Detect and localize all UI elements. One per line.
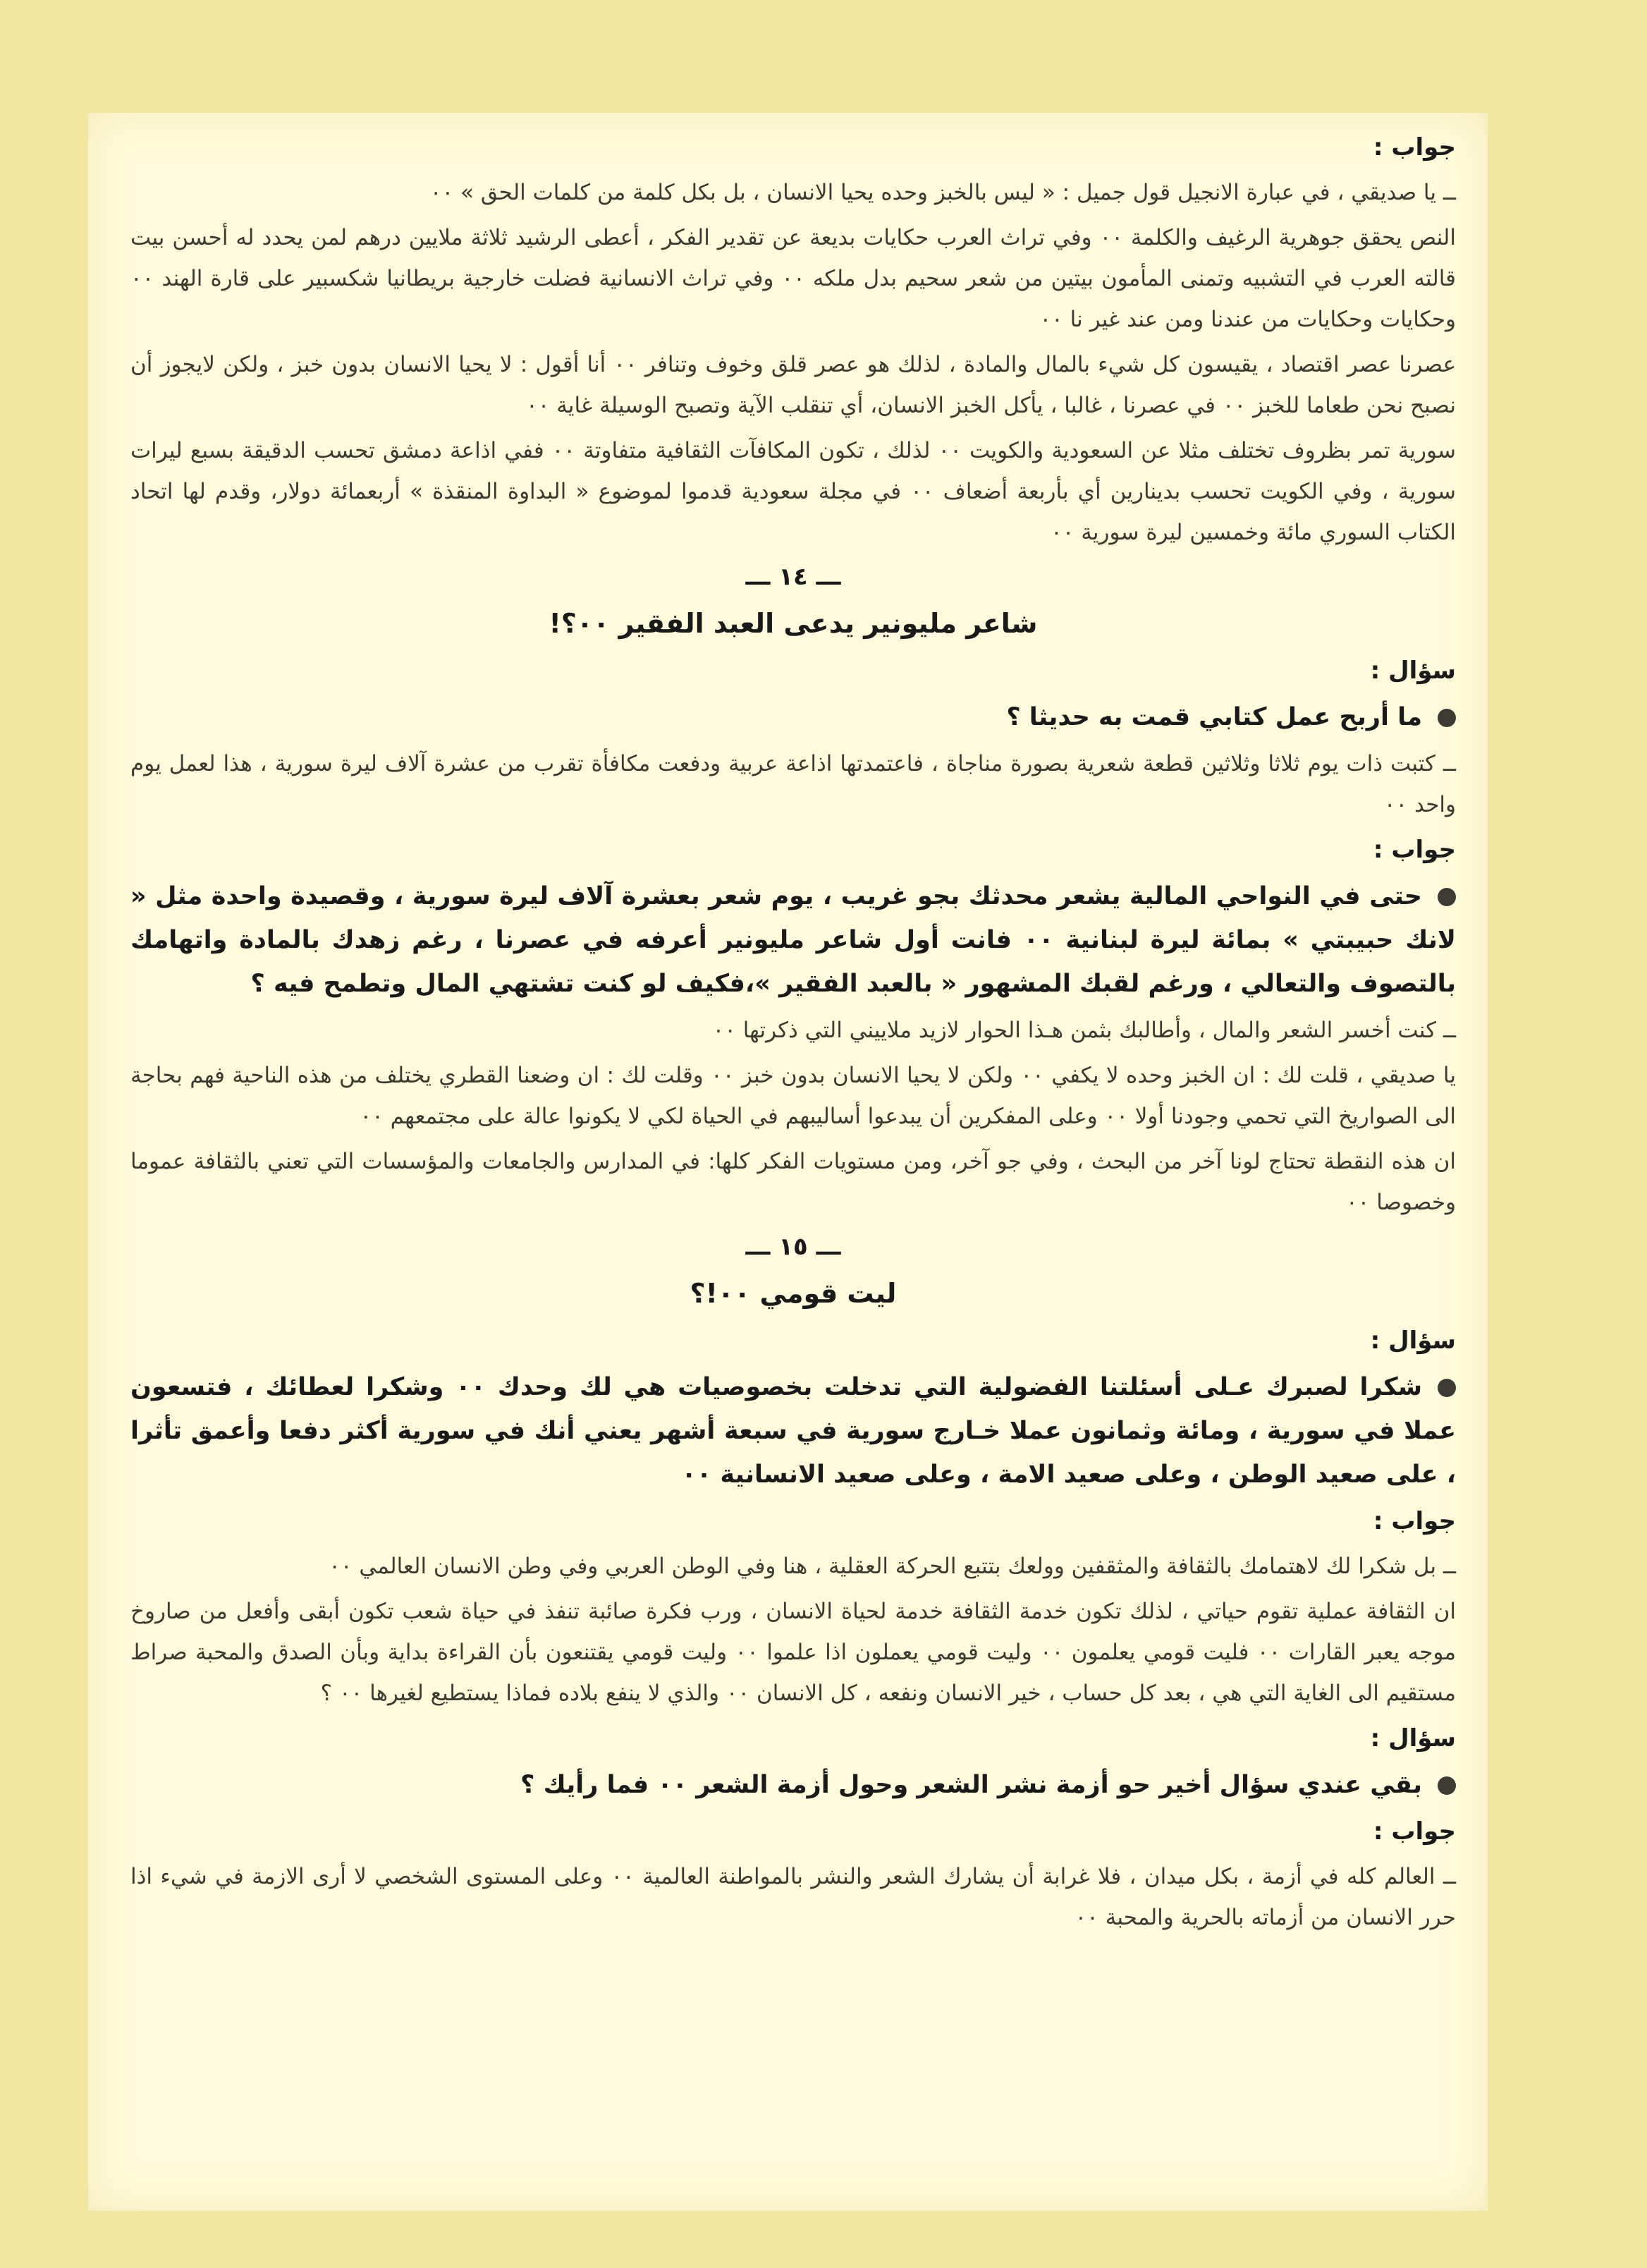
qa-label: جواب : [1373,836,1456,864]
paragraph: ــ يا صديقي ، في عبارة الانجيل قول جميل : « ليس بالخبز وحده يحيا الانسان ، بل بكل كلمة من كلمات الحق » ٠٠ [429,180,1456,205]
qa-label: سؤال : [1370,657,1456,685]
paragraph: ــ بل شكرا لك لاهتمامك بالثقافة والمثقفين وولعك بتتبع الحركة العقلية ، هنا وفي الوطن العربي وفي وطن الانسان العالمي ٠٠ [329,1554,1456,1579]
qa-label: جواب : [1373,133,1456,161]
page-sheet [88,113,1488,2211]
qa-label: جواب : [1373,1507,1456,1535]
article-body [130,127,1456,1942]
question-label: شكرا لصبرك عـلى أسئلتنا الفضولية التي تدخلت بخصوصيات هي لك وحدك ٠٠ وشكرا لعطائك ، فتسعون عملا في سورية ، ومائة وثمانون عملا خـارج سورية في سبعة أشهر يعني أنك في سورية أكثر دفعا وأعمق تأثرا ، على صعيد الوطن ، وعلى صعيد الامة ، وعلى صعيد الانسانية ٠٠ [130,1373,1456,1489]
paragraph: ــ كنت أخسر الشعر والمال ، وأطالبك بثمن هـذا الحوار لازيد ملاييني التي ذكرتها ٠٠ [712,1018,1456,1043]
bullet-icon [1438,709,1456,727]
question-text [130,1763,1456,1807]
question-label: حتى في النواحي المالية يشعر محدثك بجو غريب ، يوم شعر بعشرة آلاف ليرة سورية ، وقصيدة واحدة مثل « لانك حبيبتي » بمائة ليرة لبنانية ٠٠ فانت أول شاعر مليونير أعرفه في عصرنا ، رغم زهدك بالمادة واتهامك بالتصوف والتعالي ، ورغم لقبك المشهور « بالعبد الفقير »،فكيف لو كنت تشتهي المال وتطمح فيه ؟ [130,882,1456,998]
paragraph: ان هذه النقطة تحتاج لونا آخر من البحث ، وفي جو آخر، ومن مستويات الفكر كلها: في المدارس والجامعات والمؤسسات التي تعني بالثقافة عموما وخصوصا ٠٠ [130,1149,1456,1215]
section-number: ـــ ١٤ ـــ [745,563,841,591]
section-title: شاعر مليونير يدعى العبد الفقير ٠٠؟! [549,608,1038,639]
question-label: ما أربح عمل كتابي قمت به حديثا ؟ [1006,703,1422,731]
bullet-icon [1438,1379,1456,1397]
section-title: ليت قومي ٠٠!؟ [690,1278,897,1309]
question-label: بقي عندي سؤال أخير حو أزمة نشر الشعر وحول أزمة الشعر ٠٠ فما رأيك ؟ [520,1771,1422,1799]
bullet-icon [1438,1776,1456,1795]
qa-label: سؤال : [1370,1724,1456,1752]
question-text [130,874,1456,1006]
bullet-icon [1438,888,1456,906]
paragraph: يا صديقي ، قلت لك : ان الخبز وحده لا يكفي ٠٠ ولكن لا يحيا الانسان بدون خبز ٠٠ وقلت لك : ان وضعنا القطري يختلف من هذه الناحية فهم بحاجة الى الصواريخ التي تحمي وجودنا أولا ٠٠ وعلى المفكرين أن يبدعوا أساليبهم في الحياة لكي لا يكونوا عالة على مجتمعهم ٠٠ [130,1063,1456,1129]
question-text [130,695,1456,739]
paragraph: ــ العالم كله في أزمة ، بكل ميدان ، فلا غرابة أن يشارك الشعر والنشر بالمواطنة العالمية ٠٠ وعلى المستوى الشخصي لا أرى الازمة في شيء اذا حرر الانسان من أزماته بالحرية والمحبة ٠٠ [130,1864,1456,1930]
paragraph: عصرنا عصر اقتصاد ، يقيسون كل شيء بالمال والمادة ، لذلك هو عصر قلق وخوف وتنافر ٠٠ أنا أقول : لا يحيا الانسان بدون خبز ، ولكن لايجوز أن نصبح نحن طعاما للخبز ٠٠ في عصرنا ، غالبا ، يأكل الخبز الانسان، أي تنقلب الآية وتصبح الوسيلة غاية ٠٠ [130,352,1456,418]
section-number: ـــ ١٥ ـــ [745,1233,841,1261]
question-text [130,1365,1456,1496]
paragraph: النص يحقق جوهرية الرغيف والكلمة ٠٠ وفي تراث العرب حكايات بديعة عن تقدير الفكر ، أعطى الرشيد ثلاثة ملايين درهم لمن يحدد له أحسن بيت قالته العرب في التشبيه وتمنى المأمون بيتين من شعر سحيم بدل ملكه ٠٠ وفي تراث الانسانية فضلت خارجية بريطانيا شكسبير على قارة الهند ٠٠ وحكايات وحكايات من عندنا ومن عند غير نا ٠٠ [130,225,1456,332]
paragraph: ــ كتبت ذات يوم ثلاثا وثلاثين قطعة شعرية بصورة مناجاة ، فاعتمدتها اذاعة عربية ودفعت مكافأة تقرب من عشرة آلاف ليرة سورية ، هذا لعمل يوم واحد ٠٠ [130,751,1456,817]
qa-label: جواب : [1373,1817,1456,1846]
paragraph: ان الثقافة عملية تقوم حياتي ، لذلك تكون خدمة الثقافة خدمة لحياة الانسان ، ورب فكرة صائبة تنفذ في حياة شعب تكون أبقى وأفعل من صاروخ موجه يعبر القارات ٠٠ فليت قومي يعلمون ٠٠ وليت قومي يعملون اذا علموا ٠٠ وليت قومي يقتنعون بأن القراءة بداية وبأن الصدق والمحبة صراط مستقيم الى الغاية التي هي ، بعد كل حساب ، خير الانسان ونفعه ، كل الانسان ٠٠ والذي لا ينفع بلاده فماذا يستطيع لغيرها ٠٠ ؟ [130,1599,1457,1706]
qa-label: سؤال : [1370,1327,1456,1355]
paragraph: سورية تمر بظروف تختلف مثلا عن السعودية والكويت ٠٠ لذلك ، تكون المكافآت الثقافية متفاوتة ٠٠ ففي اذاعة دمشق تحسب الدقيقة بسبع ليرات سورية ، وفي الكويت تحسب بدينارين أي بأربعة أضعاف ٠٠ في مجلة سعودية قدموا لموضوع « البداوة المنقذة » أربعمائة دولار، وقدم لها اتحاد الكتاب السوري مائة وخمسين ليرة سورية ٠٠ [130,438,1456,545]
